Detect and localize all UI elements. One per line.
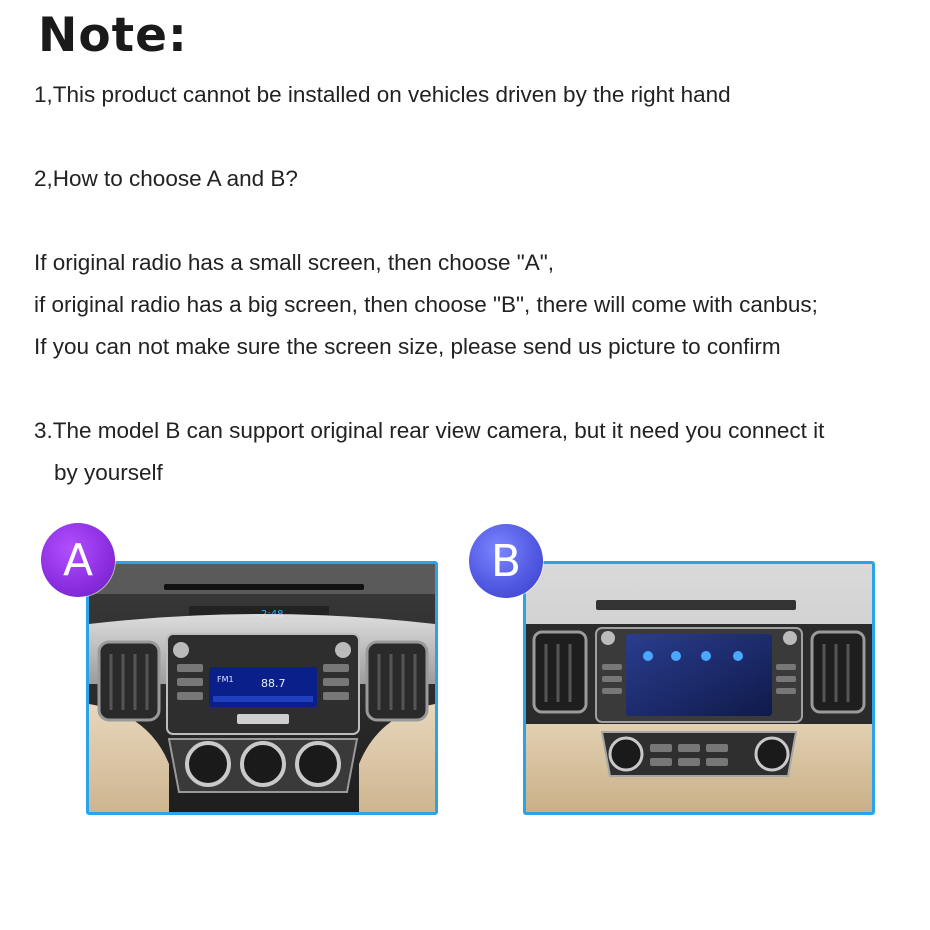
note-line-6: 3.The model B can support original rear view camera, but it need you connect it: [34, 418, 825, 443]
radio-band: FM1: [217, 675, 234, 684]
dashboard-small-screen-illustration: [89, 564, 435, 812]
note-title: Note:: [38, 8, 188, 63]
badge-b: B: [469, 524, 543, 598]
note-line-7: by yourself: [54, 460, 163, 485]
note-line-3: If original radio has a small screen, then choose "A",: [34, 250, 554, 275]
note-line-4: if original radio has a big screen, then choose "B", there will come with canbus;: [34, 292, 818, 317]
note-line-1: 1,This product cannot be installed on vehicles driven by the right hand: [34, 82, 731, 107]
note-line-2: 2,How to choose A and B?: [34, 166, 298, 191]
photo-option-a: [86, 561, 438, 815]
radio-frequency: 88.7: [261, 677, 286, 690]
badge-a: A: [41, 523, 115, 597]
note-line-5: If you can not make sure the screen size, please send us picture to confirm: [34, 334, 781, 359]
dashboard-big-screen-illustration: [526, 564, 872, 812]
photo-option-b: [523, 561, 875, 815]
